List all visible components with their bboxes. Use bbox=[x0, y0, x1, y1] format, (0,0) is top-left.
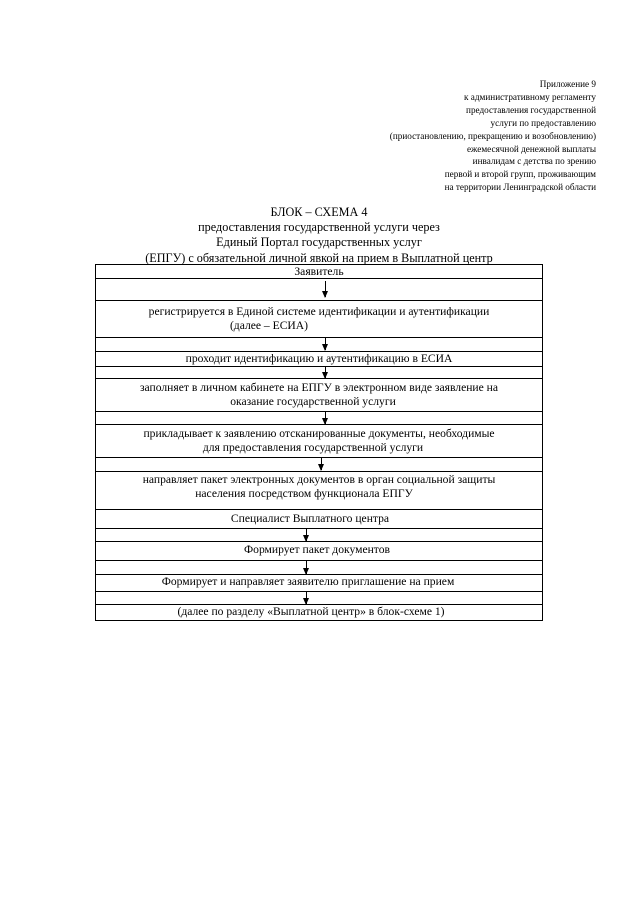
appendix-line: предоставления государственной bbox=[466, 104, 596, 115]
step-text: Специалист Выплатного центра bbox=[230, 512, 390, 525]
step-text: (далее – ЕСИА) bbox=[229, 319, 309, 332]
flow-step-identification bbox=[96, 352, 542, 367]
down-arrow-icon bbox=[325, 412, 326, 424]
flow-connector-row bbox=[96, 338, 542, 352]
down-arrow-icon bbox=[306, 529, 307, 541]
flow-connector-row bbox=[96, 561, 542, 575]
down-arrow-icon bbox=[325, 338, 326, 350]
flow-connector-row bbox=[96, 592, 542, 605]
flow-step-invitation bbox=[96, 575, 542, 592]
flow-connector-row bbox=[96, 279, 542, 301]
flowchart-subtitle: предоставления государственной услуги через bbox=[198, 220, 440, 235]
flow-step-fill-application bbox=[96, 379, 542, 412]
step-text: населения посредством функционала ЕПГУ bbox=[195, 487, 413, 500]
step-text: Формирует и направляет заявителю приглашение на прием bbox=[161, 575, 455, 588]
flow-step-send-package bbox=[96, 472, 542, 510]
flow-step-registration bbox=[96, 301, 542, 338]
flow-connector-row bbox=[96, 458, 542, 472]
flow-connector-row bbox=[96, 412, 542, 425]
flowchart-subtitle: (ЕПГУ) с обязательной личной явкой на прием в Выплатной центр bbox=[145, 250, 493, 265]
down-arrow-icon bbox=[306, 592, 307, 604]
flow-step-applicant bbox=[96, 265, 542, 279]
step-text: регистрируется в Единой системе идентификации и аутентификации bbox=[148, 305, 490, 318]
appendix-line: ежемесячной денежной выплаты bbox=[466, 143, 596, 154]
appendix-line: услуги по предоставлению bbox=[490, 117, 596, 128]
flow-step-attach-documents bbox=[96, 425, 542, 458]
down-arrow-icon bbox=[321, 458, 322, 470]
flowchart-subtitle: Единый Портал государственных услуг bbox=[216, 235, 422, 250]
step-text: прикладывает к заявлению отсканированные документы, необходимые bbox=[143, 427, 495, 440]
flow-connector-row bbox=[96, 367, 542, 379]
down-arrow-icon bbox=[325, 281, 326, 297]
flow-step-specialist bbox=[96, 510, 542, 529]
step-text: (далее по разделу «Выплатной центр» в блок-схеме 1) bbox=[177, 605, 445, 618]
down-arrow-icon bbox=[325, 367, 326, 378]
step-text: направляет пакет электронных документов в орган социальной защиты bbox=[142, 473, 496, 486]
flowchart-title bbox=[96, 205, 542, 266]
appendix-line: Приложение 9 bbox=[539, 79, 596, 89]
step-text: проходит идентификацию и аутентификацию в ЕСИА bbox=[185, 352, 453, 365]
step-text: оказание государственной услуги bbox=[230, 395, 396, 408]
down-arrow-icon bbox=[306, 561, 307, 574]
appendix-header bbox=[296, 78, 596, 194]
step-text: для предоставления государственной услуги bbox=[202, 441, 424, 454]
step-text: Заявитель bbox=[294, 265, 344, 278]
flow-connector-row bbox=[96, 529, 542, 542]
step-text: заполняет в личном кабинете на ЕПГУ в электронном виде заявление на bbox=[139, 381, 499, 394]
flow-step-continue bbox=[96, 605, 542, 621]
flowchart-heading: БЛОК – СХЕМА 4 bbox=[270, 205, 368, 219]
appendix-line: инвалидам с детства по зрению bbox=[472, 156, 596, 167]
appendix-line: (приостановлению, прекращению и возобновлению) bbox=[389, 130, 596, 141]
appendix-line: первой и второй групп, проживающим bbox=[444, 169, 596, 180]
flow-step-form-package bbox=[96, 542, 542, 561]
step-text: Формирует пакет документов bbox=[243, 543, 390, 556]
flowchart-table bbox=[95, 264, 543, 621]
appendix-line: на территории Ленинградской области bbox=[444, 182, 596, 193]
appendix-line: к административному регламенту bbox=[464, 91, 596, 102]
